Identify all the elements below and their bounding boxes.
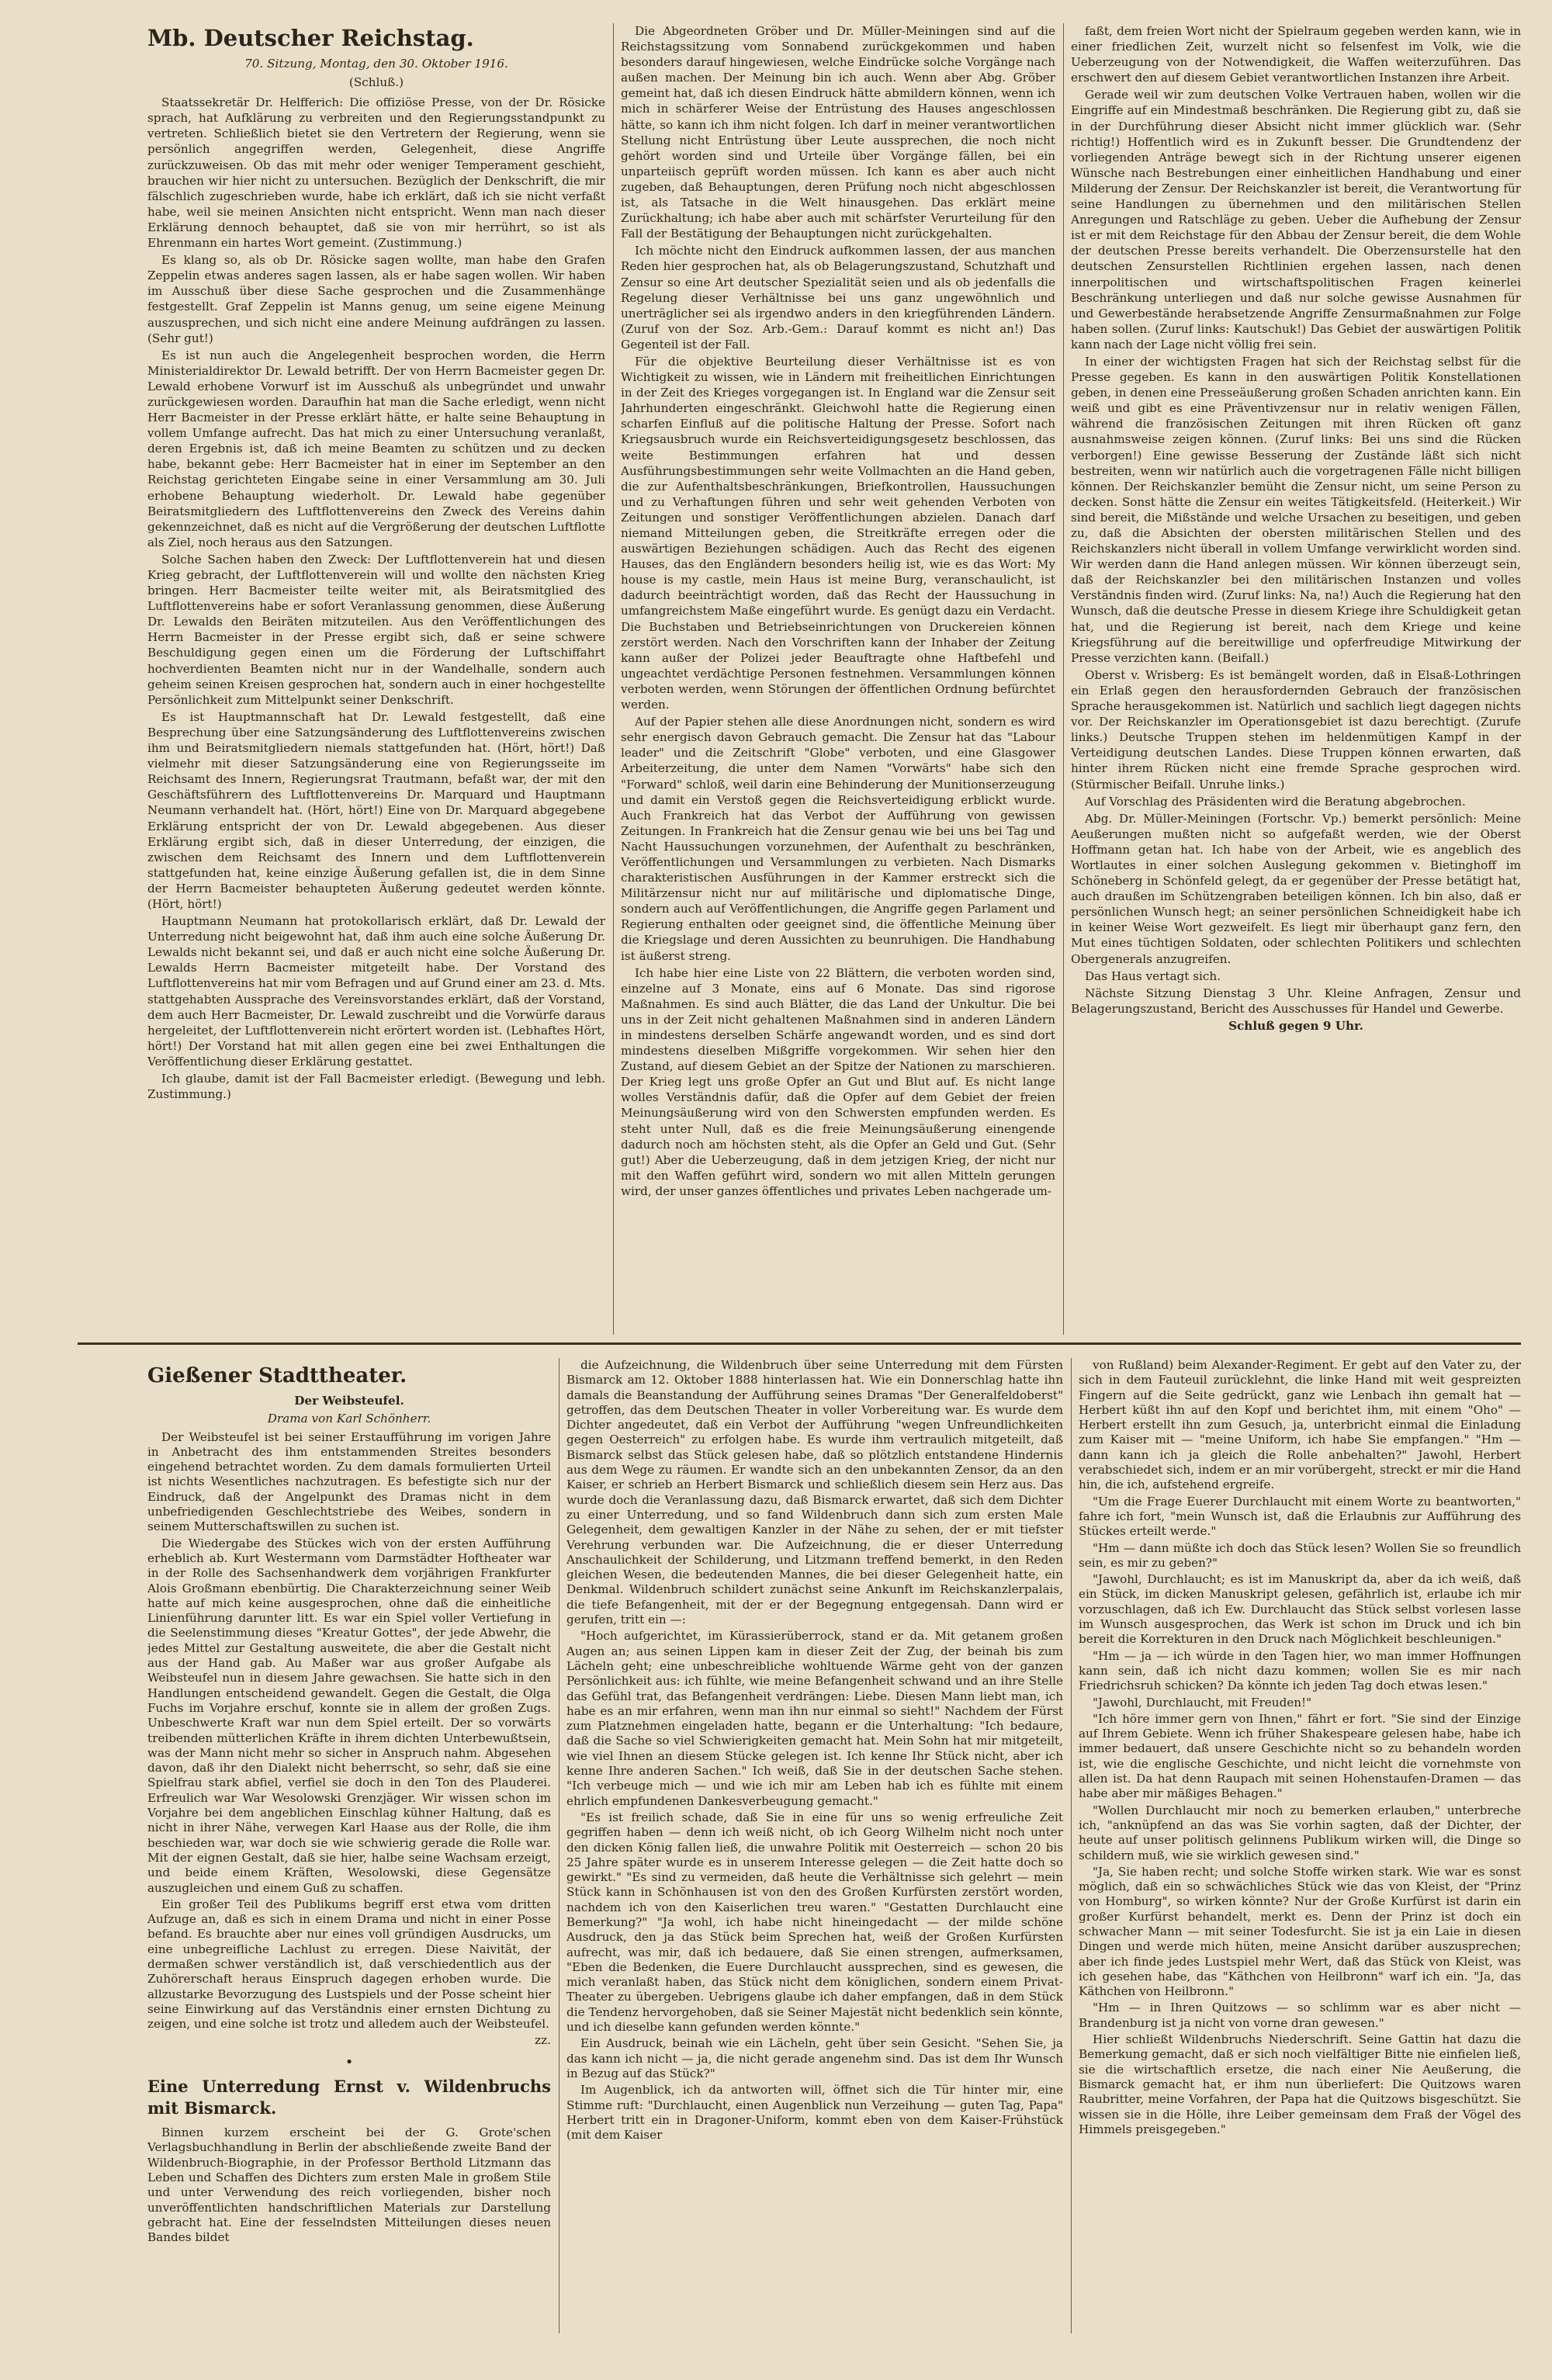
reichstag-heading (147, 23, 605, 53)
reichstag-section (31, 23, 1521, 1335)
paragraph: Hauptmann Neumann hat protokollarisch erklärt, daß Dr. Lewald der Unterredung nicht beigewohnt hat, daß ihm auch eine solche Äußerung Dr. Lewalds nicht bekannt sei, und daß er auch nicht eine solche Äußerung Dr. Lewalds Herrn Bacmeister mitgeteilt habe. Der Vorstand des Luftflottenvereins hat mir vom Befragen und auf Grund einer am 23. d. Mts. stattgehabten Aussprache des Vereinsvorstandes erklärt, daß der Vorstand, dem auch Herr Bacmeister, Dr. Lewald zuschreibt und die Vorwürfe daraus hergeleitet, der Luftflottenverein nicht erörtert worden ist. (Lebhaftes Hört, hört!) Der Vorstand hat mit allen gegen eine bei zwei Enthaltungen die Veröffentlichung dieser Erklärung gestattet. (147, 914, 605, 1069)
paragraph: Binnen kurzem erscheint bei der G. Grote'schen Verlagsbuchhandlung in Berlin der abschließende zweite Band der Wildenbruch-Biographie, in der Professor Berthold Litzmann das Leben und Schaffen des Dichters zum ersten Male in großem Stile und unter Verwendung des reich vorliegenden, bisher noch unveröffentlichten handschriftlichen Materials zur Darstellung gebracht hat. Eine der fesselndsten Mitteilungen dieses neuen Bandes bildet (147, 2125, 551, 2245)
paragraph: Nächste Sitzung Dienstag 3 Uhr. Kleine Anfragen, Zensur und Belagerungszustand, Bericht des Ausschusses für Handel und Gewerbe. (1071, 986, 1521, 1016)
paragraph: Solche Sachen haben den Zweck: Der Luftflottenverein hat und diesen Krieg gebracht, der Luftflottenverein will und wollte den nächsten Krieg bringen. Herr Bacmeister teilte weiter mit, als Beiratsmitglied des Luftflottenvereins habe er sofort Veranlassung genommen, diese Äußerung Dr. Lewalds den Beiräten mitzuteilen. Aus den Veröffentlichungen des Herrn Bacmeister in der Presse ergibt sich, daß er seine schwere Beschuldigung gegen einen um die Förderung der Luftschiffahrt hochverdienten Beamten nicht nur in der Wandelhalle, sondern auch geheim seinen Kreisen gesprochen hat, sondern auch in einer hochgestellte Persönlichkeit zum Mittelpunkt seiner Denkschrift. (147, 552, 605, 707)
author-signature: zz. (535, 2033, 551, 2048)
paragraph: die Aufzeichnung, die Wildenbruch über seine Unterredung mit dem Fürsten Bismarck am 12. Oktober 1888 hinterlassen hat. Wie ein Donnerschlag hatte ihn damals die Beanstandung der Aufführung seines Dramas "Der Generalfeldoberst" getroffen, das dem Deutschen Theater in voller Vorbereitung war. Es wurde dem Dichter angedeutet, daß ein Verbot der Aufführung "wegen Unfreundlichkeiten gegen Oesterreich" zu erfolgen habe. Es wurde ihm vertraulich mitgeteilt, daß Bismarck selbst das Stück gelesen habe, daß so plötzlich entstandene Hindernis aus dem Wege zu räumen. Er wandte sich an den unbekannten Zensor, da an den Kaiser, er schrieb an Herbert Bismarck und schließlich diesem sein Herz aus. Das wurde doch die Veranlassung dazu, daß Bismarck erwartet, daß sich dem Dichter zu einer Unterredung, und so fand Wildenbruch dann sich zum ersten Male Gelegenheit, dem gewaltigen Kanzler in der Nähe zu sehen, der er mit tiefster Verehrung verbunden war. Die Aufzeichnung, die er dieser Unterredung Anschaulichkeit der Schilderung, und Litzmann treffend bemerkt, in den Reden gleichen Wesen, die bedeutenden Mannes, die bei dieser Gelegenheit hatte, ein Denkmal. Wildenbruch schildert zunächst seine Ankunft im Reichskanzlerpalais, die tiefe Befangenheit, mit der er der Begegnung entgegensah. Dann wird er gerufen, tritt ein —: (566, 1358, 1063, 1627)
paragraph: Ich glaube, damit ist der Fall Bacmeister erledigt. (Bewegung und lebh. Zustimmung.) (147, 1072, 605, 1102)
paragraph: "Um die Frage Euerer Durchlaucht mit einem Worte zu beantworten," fahre ich fort, "mein Wunsch ist, daß die Erlaubnis zur Aufführung des Stückes erteilt werde." (1079, 1494, 1521, 1539)
play-title: Der Weibsteufel. (294, 1394, 404, 1408)
reichstag-column-1 (147, 23, 605, 1335)
column-rule (613, 23, 614, 1335)
paragraph: Ich möchte nicht den Eindruck aufkommen lassen, der aus manchen Reden hier gesprochen hat, als ob Belagerungszustand, Schutzhaft und Zensur so eine Art deutscher Spezialität seien und als ob jedenfalls die Regelung dieser Verhältnisse bei uns ganz ungewöhnlich und unerträglicher sei als irgendwo anders in den kriegführenden Ländern. (Zuruf von der Soz. Arb.-Gem.: Darauf kommt es nicht an!) Das Gegenteil ist der Fall. (621, 244, 1055, 352)
paragraph: Es klang so, als ob Dr. Rösicke sagen wollte, man habe den Grafen Zeppelin etwas anderes sagen lassen, als er habe sagen wollen. Wir haben im Ausschuß über diese Sache gesprochen und die Zusammenhänge festgestellt. Graf Zeppelin ist Manns genug, um seine eigene Meinung auszusprechen, und sich nicht eine andere Meinung aufdrängen zu lassen. (Sehr gut!) (147, 253, 605, 345)
separator-dot: • (345, 2053, 354, 2070)
paragraph: "Es ist freilich schade, daß Sie in eine für uns so wenig erfreuliche Zeit gegriffen haben — denn ich weiß nicht, ob ich Georg Wilhelm nicht noch unter den dicken König fallen ließ, die unwahre Politik mit Oesterreich — schon 20 bis 25 Jahre später wurde es in unserem Interesse gelegen — die Zeit hatte doch so gewirkt." "Es sind zu vermeiden, daß heute die Verhältnisse sich gelehrt — mein Stück kann in Schönhausen ist von den des Großen Kurfürsten zerstört worden, nachdem ich von den Kaiserlichen treu waren." "Gestatten Durchlaucht eine Bemerkung?" "Ja wohl, ich habe nicht hineingedacht — der milde schöne Ausdruck, den ja das Stück beim Sprechen hat, weiß der Großen Kurfürsten aufrecht, was mir, daß ich bedauere, daß Sie einen strengen, aufmerksamen, "Eben die Bedenken, die Euere Durchlaucht aussprechen, sind es gewesen, die mich veranlaßt haben, das Stück nicht dem königlichen, sondern einem Privat-Theater zu übergeben. Uebrigens glaube ich daher empfangen, daß in dem Stück die Tendenz hervorgehoben, daß sie Seiner Majestät nicht bedenklich sein könnte, und ich dieselbe kann gefunden werden könnte." (566, 1810, 1063, 2035)
closing-line: Schluß gegen 9 Uhr. (1228, 1018, 1363, 1033)
paragraph: "Hm — ja — ich würde in den Tagen hier, wo man immer Hoffnungen kann sein, daß ich nicht dazu kommen; wollen Sie es mir nach Friedrichsruh schicken? Da könnte ich jeden Tag doch etwas lesen." (1079, 1648, 1521, 1693)
paragraph: "Jawohl, Durchlaucht, mit Freuden!" (1093, 1695, 1312, 1710)
paragraph: "Ja, Sie haben recht; und solche Stoffe wirken stark. Wie war es sonst möglich, daß ein so schwächliches Stück wie das von Kleist, der "Prinz von Homburg", so wirken könnte? Nur der Große Kurfürst ist darin ein großer Kurfürst behandelt, merkt es. Denn der Prinz ist doch ein schwacher Mann — mit seiner Todesfurcht. Sie ist ja ein Laie in diesen Dingen und werde mich hüten, meine Ansicht darüber auszusprechen; aber ich finde jedes Lustspiel mehr Wert, daß das Stück von Kleist, was ich gesehen habe, das "Käthchen von Heilbronn" warf ich ein. "Ja, das Käthchen von Heilbronn." (1079, 1864, 1521, 1999)
paragraph: "Ich höre immer gern von Ihnen," fährt er fort. "Sie sind der Einzige auf Ihrem Gebiete. Wenn ich früher Shakespeare gelesen habe, habe ich immer bedauert, daß unsere Geschichte nicht so zu behandeln worden ist, wie die englische Geschichte, und nicht leicht die vornehmste von allen ist. Da hat denn Raupach mit seinen Hohenstaufen-Dramen — das habe aber mir mäßiges Behagen." (1079, 1711, 1521, 1801)
reichstag-prefix: Mb. (147, 25, 196, 51)
paragraph: Es ist Hauptmannschaft hat Dr. Lewald festgestellt, daß eine Besprechung über eine Satzungsänderung des Luftflottenvereins zwischen ihm und Beiratsmitgliedern niemals stattgefunden hat. (Hört, hört!) Daß vielmehr mit dieser Satzungsänderung eine von Regierungsseite im Reichsamt des Innern, Regierungsrat Trautmann, befaßt war, der mit den Geschäftsführern des Luftflottenvereins Dr. Marquard und Hauptmann Neumann verhandelt hat. (Hört, hört!) Eine von Dr. Marquard abgegebene Erklärung entspricht der von Dr. Lewald abgegebenen. Aus dieser Erklärung ergibt sich, daß in dieser Unterredung, der einzigen, die zwischen dem Reichsamt des Innern und dem Luftflottenverein stattgefunden hat, keine einzige Äußerung gefallen ist, die in dem Sinne der Herrn Bacmeister behaupteten Äußerung gedeutet werden könnte. (Hört, hört!) (147, 709, 605, 911)
paragraph: "Hm — in Ihren Quitzows — so schlimm war es aber nicht — Brandenburg ist ja nicht von vorne dran gewesen." (1079, 2001, 1521, 2030)
feuilleton-section (31, 1358, 1521, 2333)
paragraph: Auf Vorschlag des Präsidenten wird die Beratung abgebrochen. (1085, 794, 1466, 809)
paragraph: Im Augenblick, ich da antworten will, öffnet sich die Tür hinter mir, eine Stimme ruft: "Durchlaucht, einen Augenblick nun Verzeihung — guten Tag, Papa" Herbert tritt ein in Dragoner-Uniform, kommt eben von dem Kaiser-Frühstück (mit dem Kaiser (566, 2083, 1063, 2143)
play-subtitle: Drama von Karl Schönherr. (267, 1412, 431, 1426)
paragraph: Auf der Papier stehen alle diese Anordnungen nicht, sondern es wird sehr energisch davon Gebrauch gemacht. Die Zensur hat das "Labour leader" und die Zeitschrift "Globe" verboten, und eine Glasgower Arbeiterzeitung, die unter dem Namen "Vorwärts" habe sich den "Forward" schloß, weil darin eine Behinderung der Munitionserzeugung und damit ein Verstoß gegen die Reichsverteidigung erblickt wurde. Auch Frankreich hat das Verbot der Aufführung von gewissen Zeitungen. In Frankreich hat die Zensur genau wie bei uns bei Tag und Nacht Haussuchungen vorzunehmen, der Aufenthalt zu beschränken, Veröffentlichungen und Versammlungen zu verbieten. Nach Dismarks charakteristischen Ausführungen in der Kammer erstreckt sich die Militärzensur nicht nur auf militärische und diplomatische Dinge, sondern auch auf Veröffentlichungen, die Angriffe gegen Parlament und Regierung enthalten oder geeignet sind, die öffentliche Meinung über die Kriegslage und deren Aussichten zu beunruhigen. Die Handhabung ist äußerst streng. (621, 715, 1055, 963)
paragraph: "Hoch aufgerichtet, im Kürassierüberrock, stand er da. Mit getanem großen Augen an; aus seinen Lippen kam in dieser Zeit der Zug, der beinah bis zum Lächeln geht; eine unbeschreibliche wohltuende Wärme geht von der ganzen Persönlichkeit aus: ich fühlte, wie meine Befangenheit schwand und an ihre Stelle das Gefühl trat, das Befangenheit verdrängen: Liebe. Diesen Mann liebt man, ich habe es an mir erfahren, wenn man ihn nur einmal so sieht!" Nachdem der Fürst zum Platznehmen eingeladen hatte, begann er die Unterhaltung: "Ich bedaure, daß die Sache so viel Schwierigkeiten gemacht hat. Mein Sohn hat mir mitgeteilt, wie viel Ihnen an diesem Stücke gelegen ist. Ich kenne Ihr Stück nicht, aber ich kenne Ihre anderen Sachen." Ich weiß, daß Sie in der deutschen Sache stehen. "Ich verbeuge mich — und wie ich mir am Leben hab ich es fühlte mit einem ehrlich empfundenen Dankesverbeugung gemacht." (566, 1629, 1063, 1808)
paragraph: Ein großer Teil des Publikums begriff erst etwa vom dritten Aufzuge an, daß es sich in einem Drama und nicht in einer Posse befand. Es brauchte aber nur eines voll gründigen Ausdrucks, um eine unbegreifliche Lachlust zu erregen. Diese Naivität, der dermaßen schwer verständlich ist, daß verschiedentlich aus der Zuhörerschaft heraus Einspruch dagegen erhoben wurde. Die allzustarke Bevorzugung des Lustspiels und der Posse scheint hier seine Einwirkung auf das Verständnis einer ernsten Dichtung zu zeigen, und eine solche ist trotz und alledem auch der Weibsteufel. (147, 1897, 551, 2032)
reichstag-title: Deutscher Reichstag. (203, 25, 474, 51)
paragraph: "Jawohl, Durchlaucht; es ist im Manuskript da, aber da ich weiß, daß ein Stück, im dicken Manuskript gelesen, gefährlich ist, erlaube ich mir vorzuschlagen, daß ich Ew. Durchlaucht das Stück selbst vorlesen lasse im Wunsch ausgesprochen, das Werk ist schon im Druck und ich bin bereit die Korrekturen in den Druck nach Möglichkeit beschleunigen." (1079, 1572, 1521, 1647)
reichstag-column-3 (1071, 23, 1521, 1335)
paragraph: faßt, dem freien Wort nicht der Spielraum gegeben werden kann, wie in einer friedlichen Zeit, wurzelt nicht so felsenfest im Volk, wie die Ueberzeugung von der Notwendigkeit, die Waffen weiterzuführen. Das erschwert den auf diesem Gebiet verantwortlichen Instanzen ihre Arbeit. (1071, 24, 1521, 85)
paragraph: Ich habe hier eine Liste von 22 Blättern, die verboten worden sind, einzelne auf 3 Monate, eins auf 6 Monate. Das sind rigorose Maßnahmen. Es sind auch Blätter, die das Land der Unkultur. Die bei uns in der Zeit nicht gehaltenen Maßnahmen sind in anderen Ländern in mindestens derselben Schärfe angewandt worden, und es sind dort mindestens dieselben Mißgriffe vorgekommen. Wir sehen hier den Zustand, auf diesem Gebiet an der Spitze der Nationen zu marschieren. Der Krieg legt uns große Opfer an Gut und Blut auf. Es nicht lange wolles Verständnis dafür, daß die Opfer auf dem Gebiet der freien Meinungsäußerung wird von den Schwersten empfunden werden. Es steht unter Null, daß es die freie Meinungsäußerung einengende dadurch noch am höchsten steht, als die Opfer an Geld und Gut. (Sehr gut!) Aber die Ueberzeugung, daß in dem jetzigen Krieg, der nicht nur mit den Waffen geführt wird, sondern wo mit allen Mitteln gerungen wird, der unser ganzes öffentliches und privates Leben nachgerade um- (621, 965, 1055, 1198)
paragraph: Für die objektive Beurteilung dieser Verhältnisse ist es von Wichtigkeit zu wissen, wie in Ländern mit freiheitlichen Einrichtungen in der Zeit des Krieges vorgegangen ist. In England war die Zensur seit Jahrhunderten eingeschränkt. Gleichwohl hatte die Regierung einen scharfen Einfluß auf die politische Haltung der Presse. Sofort nach Kriegsausbruch wurde ein Reichsverteidigungsgesetz beschlossen, das weite Bestimmungen erfahren hat und dessen Ausführungsbestimmungen sehr weite Vollmachten an die Hand geben, die zur Aufenthaltsbeschränkungen, Briefkontrollen, Haussuchungen und zu Verhaftungen führen und sehr weit gehenden Verboten von Zeitungen und sonstiger Veröffentlichungen abzielen. Danach darf niemand Mitteilungen geben, die Streitkräfte erregen oder die auswärtigen Beziehungen schädigen. Auch das Recht des eigenen Hauses, das den Engländern besonders heilig ist, wie es das Wort: My house is my castle, mein Haus ist meine Burg, veranschaulicht, ist dadurch beeinträchtigt worden, daß das Recht der Haussuchung in umfangreichstem Maße eingeführt wurde. Es genügt dazu ein Verdacht. Die Buchstaben und Betriebseinrichtungen von Druckereien können zerstört werden. Nach den Vorschriften kann der Inhaber der Zeitung kann außer der Polizei jeder Beauftragte ohne Haftbefehl und ungeachtet verdächtige Personen festnehmen. Versammlungen können verboten werden, wenn Störungen der öffentlichen Ordnung befürchtet werden. (621, 354, 1055, 712)
paragraph: Abg. Dr. Müller-Meiningen (Fortschr. Vp.) bemerkt persönlich: Meine Aeußerungen mußten nicht so aufgefaßt werden, wie der Oberst Hoffmann getan hat. Ich habe von der Arbeit, wie es angeblich des Wortlautes in einer solchen Auslegung gekommen v. Bietinghoff im Schöneberg in Schönfeld gelegt, da er gegenüber der Presse betätigt hat, auch draußen im Schützengraben beteiligen können. Ich bin also, daß er persönlichen Wunsch hegt; an seiner persönlichen Schneidigkeit habe ich in keiner Weise Wort gezweifelt. Es liegt mir überhaupt ganz fern, den Mut eines tüchtigen Soldaten, oder schlechten Politikers und schlechten Obergenerals anzugreifen. (1071, 811, 1521, 966)
paragraph: Der Weibsteufel ist bei seiner Erstaufführung im vorigen Jahre in Anbetracht des ihm entstammenden Streites besonders eingehend betrachtet worden. Zu dem damals formulierten Urteil ist nichts Wesentliches nachzutragen. Es befestigte sich nur der Eindruck, daß der Angelpunkt des Dramas nicht in dem unbefriedigenden Geschlechtstriebe des Weibes, sondern in seinem Mutterschaftswillen zu suchen ist. (147, 1429, 551, 1534)
paragraph: Die Wiedergabe des Stückes wich von der ersten Aufführung erheblich ab. Kurt Westermann vom Darmstädter Hoftheater war in der Rolle des Sachsenhandwerk dem vorjährigen Frankfurter Alois Großmann ebenbürtig. Die Charakterzeichnung seiner Weib hatte auf mich keine ausgesprochen, ohne daß die einheitliche Linienführung darunter litt. Es war ein Spiel voller Vertiefung in die Seelenstimmung dieses "Kreatur Gottes", der jede Abwehr, die jedes Mittel zur Gestaltung ausweitete, die aber die Gestalt nicht aus der Hand gab. Au Maßer war aus großer Aufgabe als Weibsteufel nun in diesem Jahre gewachsen. Sie hatte sich in den Handlungen entscheidend gewandelt. Gegen die Gestalt, die Olga Fuchs im Vorjahre erschuf, konnte sie in allem der großen Zugs. Unbeschwerte Kraft war nun dem Spiel erteilt. Der so vorwärts treibenden mütterlichen Kräfte in ihrem dichten Unterbewußtsein, was der Mann nicht mehr so sicher in Anspruch nahm. Abgesehen davon, daß ihr den Dialekt nicht beherrscht, so sehr, daß sie eine Spielfrau stark abfiel, verfiel sie doch in den Ton des Plauderei. Erfreulich war War Wesolowski Grenzjäger. Wir wissen schon im Vorjahre bei dem angeblichen Einschlag kühner Haltung, daß es nicht in ihrer Nähe, verwegen Karl Haase aus der Rolle, die ihm beschieden war, war doch sie wie schwierig gerade die Rolle war. Mit der eignen Gestalt, daß sie hier, halbe seine Wachsam erzeigt, und beide einem Kräften, Wesolowski, diese Gegensätze auszugleichen und einem Guß zu schaffen. (147, 1536, 551, 1895)
newspaper-page (31, 23, 1521, 2333)
session-line: 70. Sitzung, Montag, den 30. Oktober 1916. (244, 57, 508, 71)
paragraph: Hier schließt Wildenbruchs Niederschrift. Seine Gattin hat dazu die Bemerkung gemacht, daß er sich noch vielfältiger Bitte nie einfielen ließ, sie die wirtschaftlich ersetze, die nach einer Nie Aeußerung, die Bismarck gemacht hat, er ihm nun überliefert: Die Quitzows waren Raubritter, meine Vorfahren, der Papa hat die Quitzows bisgeschützt. Sie wissen sie in die Hölle, ihre Leiber gemeinsam dem Fraß der Vögel des Himmels preisgegeben." (1079, 2032, 1521, 2136)
wildenbruch-column-2 (566, 1358, 1063, 2333)
paragraph: Ein Ausdruck, beinah wie ein Lächeln, geht über sein Gesicht. "Sehen Sie, ja das kann ich nicht — ja, die nicht gerade angenehm sind. Das ist dem Ihr Wunsch in Bezug auf das Stück?" (566, 2036, 1063, 2080)
reichstag-column-2 (621, 23, 1055, 1335)
theater-heading: Gießener Stadttheater. (147, 1364, 407, 1387)
wildenbruch-heading: Eine Unterredung Ernst v. Wildenbruchs mit Bismarck. (147, 2077, 551, 2118)
paragraph: Die Abgeordneten Gröber und Dr. Müller-Meiningen sind auf die Reichstagssitzung vom Sonnabend zurückgekommen und haben besonders darauf hingewiesen, welche Eindrücke solche Vorgänge nach außen machen. Der Meinung bin ich auch. Wenn aber Abg. Gröber gemeint hat, daß ich diesen Eindruck hätte abmildern können, wenn ich mich in schärferer Weise der Entrüstung des Hauses angeschlossen hätte, so kann ich ihm nicht folgen. Ich darf in meiner verantwortlichen Stellung nicht Entrüstung über Leute aussprechen, die noch nicht gehört worden sind und Urteile über Vorgänge fällen, bei ein unparteiisch geprüft worden müssen. Ich kann es aber auch nicht zugeben, daß Behauptungen, deren Prüfung noch nicht abgeschlossen ist, als Tatsache in die Welt hinausgehen. Das erklärt meine Zurückhaltung; ich habe aber auch mit schärfster Verurteilung für den Fall der Bestätigung der Behauptungen nicht zurückgehalten. (621, 24, 1055, 241)
paragraph: In einer der wichtigsten Fragen hat sich der Reichstag selbst für die Presse gegeben. Es kann in den auswärtigen Politik Konstellationen geben, in denen eine Presseäußerung großen Schaden anrichten kann. Ein weiß und gibt es eine Präventivzensur nur in relativ wenigen Fällen, während die französischen Zeitungen mit ihren Rücken oft ganz ausnahmsweise zeigen können. (Zuruf links: Bei uns sind die Rücken verborgen!) Eine gewisse Besserung der Zustände läßt sich nicht bestreiten, wenn wir natürlich auch die vorgetragenen Fälle nicht billigen können. Der Reichskanzler bemüht die Zensur nicht, um seine Person zu decken. Sonst hätte die Zensur ein weites Tätigkeitsfeld. (Heiterkeit.) Wir sind bereit, die Mißstände und welche Ursachen zu beseitigen, und geben zu, daß die Absichten der obersten militärischen Stellen und des Reichskanzlers nicht überall in vollem Umfange verwirklicht worden sind. Wir werden dann die Hand anlegen müssen. Wir können überzeugt sein, daß der Reichskanzler bei den militärischen Instanzen und volles Verständnis finden wird. (Zuruf links: Na, na!) Auch die Regierung hat den Wunsch, daß die deutsche Presse in diesem Kriege ihre Schuldigkeit getan hat, und die Regierung ist bereit, nach dem Kriege und keine Kriegsführung auf die bereitwillige und opferfreudige Mitwirkung der Presse verzichten kann. (Beifall.) (1071, 354, 1521, 665)
schluss-line: (Schluß.) (348, 75, 404, 90)
paragraph: Es ist nun auch die Angelegenheit besprochen worden, die Herrn Ministerialdirektor Dr. Lewald betrifft. Der von Herrn Bacmeister gegen Dr. Lewald erhobene Vorwurf ist im Ausschuß als unbegründet und unwahr zurückgewiesen worden. Daraufhin hat man die Sache erledigt, wenn nicht Herr Bacmeister in der Presse erklärt hätte, er halte seine Behauptung in vollem Umfange aufrecht. Das hat mich zu einer Untersuchung veranlaßt, deren Ergebnis ist, daß ich meine Beamten zu schützen und zu decken habe, bekannt gebe: Herr Bacmeister hat in einer im September an den Reichstag gerichteten Eingabe seine in einer Versammlung am 30. Juli erhobene Behauptung wiederholt. Dr. Lewald habe gegenüber Beiratsmitgliedern des Luftflottenvereins den Zweck des Vereins dahin gekennzeichnet, daß es nicht auf die Vergrößerung der deutschen Luftflotte als Ziel, noch heraus aus den Satzungen. (147, 348, 605, 549)
theater-column (147, 1358, 551, 2333)
paragraph: Staatssekretär Dr. Helfferich: Die offiziöse Presse, von der Dr. Rösicke sprach, hat Aufklärung zu verbreiten und den Regierungsstandpunkt zu vertreten. Schließlich bietet sie den Vertretern der Regierung, wenn sie persönlich angegriffen werden, Gelegenheit, diese Angriffe zurückzuweisen. Ob das mit mehr oder weniger Temperament geschieht, brauchen wir hier nicht zu untersuchen. Bezüglich der Denkschrift, die mir fälschlich zugeschrieben wurde, habe ich erklärt, daß ich sie nicht verfaßt habe, weil sie meinen Ansichten nicht entspricht. Wenn man nach dieser Erklärung dennoch behauptet, daß sie von mir herrührt, so ist als Ehrenmann ein hartes Wort gemeint. (Zustimmung.) (147, 95, 605, 251)
paragraph: Gerade weil wir zum deutschen Volke Vertrauen haben, wollen wir die Eingriffe auf ein Mindestmaß beschränken. Die Regierung gibt zu, daß sie in der Durchführung dieser Absicht nicht immer glücklich war. (Sehr richtig!) Hoffentlich wird es in Zukunft besser. Die Grundtendenz der vorliegenden Anträge bewegt sich in der Richtung unserer eigenen Wünsche nach Bestrebungen einer einheitlichen Handhabung und einer Milderung der Zensur. Der Reichskanzler ist bereit, die Verantwortung für seine Handlungen zu übernehmen und den militärischen Stellen Anregungen und Ratschläge zu geben. Ueber die Aufhebung der Zensur ist er mit dem Reichstage für den Abbau der Zensur bereit, die dem Wohle der deutschen Presse bereits verhandelt. Die Oberzensurstelle hat den deutschen Zensurstellen Richtlinien ergehen lassen, nach denen innerpolitischen und wirtschaftspolitischen Fragen keinerlei Beschränkung unterliegen und daß nur solche gewisse Ausnahmen für und Gewerbestände herabsetzende Angriffe Zensurmaßnahmen zur Folge haben sollen. (Zuruf links: Kautschuk!) Das Gebiet der auswärtigen Politik kann nach der Lage nicht völlig frei sein. (1071, 88, 1521, 352)
paragraph: Das Haus vertagt sich. (1085, 968, 1221, 983)
paragraph: von Rußland) beim Alexander-Regiment. Er gebt auf den Vater zu, der sich in dem Fauteuil zurücklehnt, die linke Hand mit weit gespreizten Fingern auf die Seite gedrückt, ganz wie Lenbach ihn gemalt hat — Herbert küßt ihn auf den Kopf und berichtet ihm, mit einem "Oho" — Herbert erstellt ihn zum Gesuch, ja, unterbricht einmal die Einladung zum Kaiser mit — "meine Uniform, ich habe Sie empfangen." "Hm — dann kann ich ja gleich die Rolle anbehalten?" Jawohl, Herbert verabschiedet sich, indem er an mir vorübergeht, streckt er mir die Hand hin, die ich, aufstehend ergreife. (1079, 1358, 1521, 1492)
paragraph: Oberst v. Wrisberg: Es ist bemängelt worden, daß in Elsaß-Lothringen ein Erlaß gegen den herausfordernden Gebrauch der französischen Sprache herausgekommen ist. Natürlich und sachlich liegt dagegen nichts vor. Der Reichskanzler im Operationsgebiet ist dazu berechtigt. (Zurufe links.) Deutsche Truppen stehen im heldenmütigen Kampf in der Verteidigung deutschen Landes. Diese Truppen können erwarten, daß hinter ihrem Rücken nicht eine fremde Sprache gesprochen wird. (Stürmischer Beifall. Unruhe links.) (1071, 667, 1521, 792)
wildenbruch-column-3 (1079, 1358, 1521, 2333)
section-divider (78, 1342, 1521, 1345)
column-rule (1071, 1358, 1072, 2333)
paragraph: "Hm — dann müßte ich doch das Stück lesen? Wollen Sie so freundlich sein, es mir zu geben?" (1079, 1540, 1521, 1570)
column-rule (1063, 23, 1064, 1335)
paragraph: "Wollen Durchlaucht mir noch zu bemerken erlauben," unterbreche ich, "anknüpfend an das was Sie vorhin sagten, daß der Dichter, der heute auf unser politisch gelinnens Publikum wirken will, die Dinge so schildern muß, wie sie wirklich gewesen sind." (1079, 1803, 1521, 1862)
